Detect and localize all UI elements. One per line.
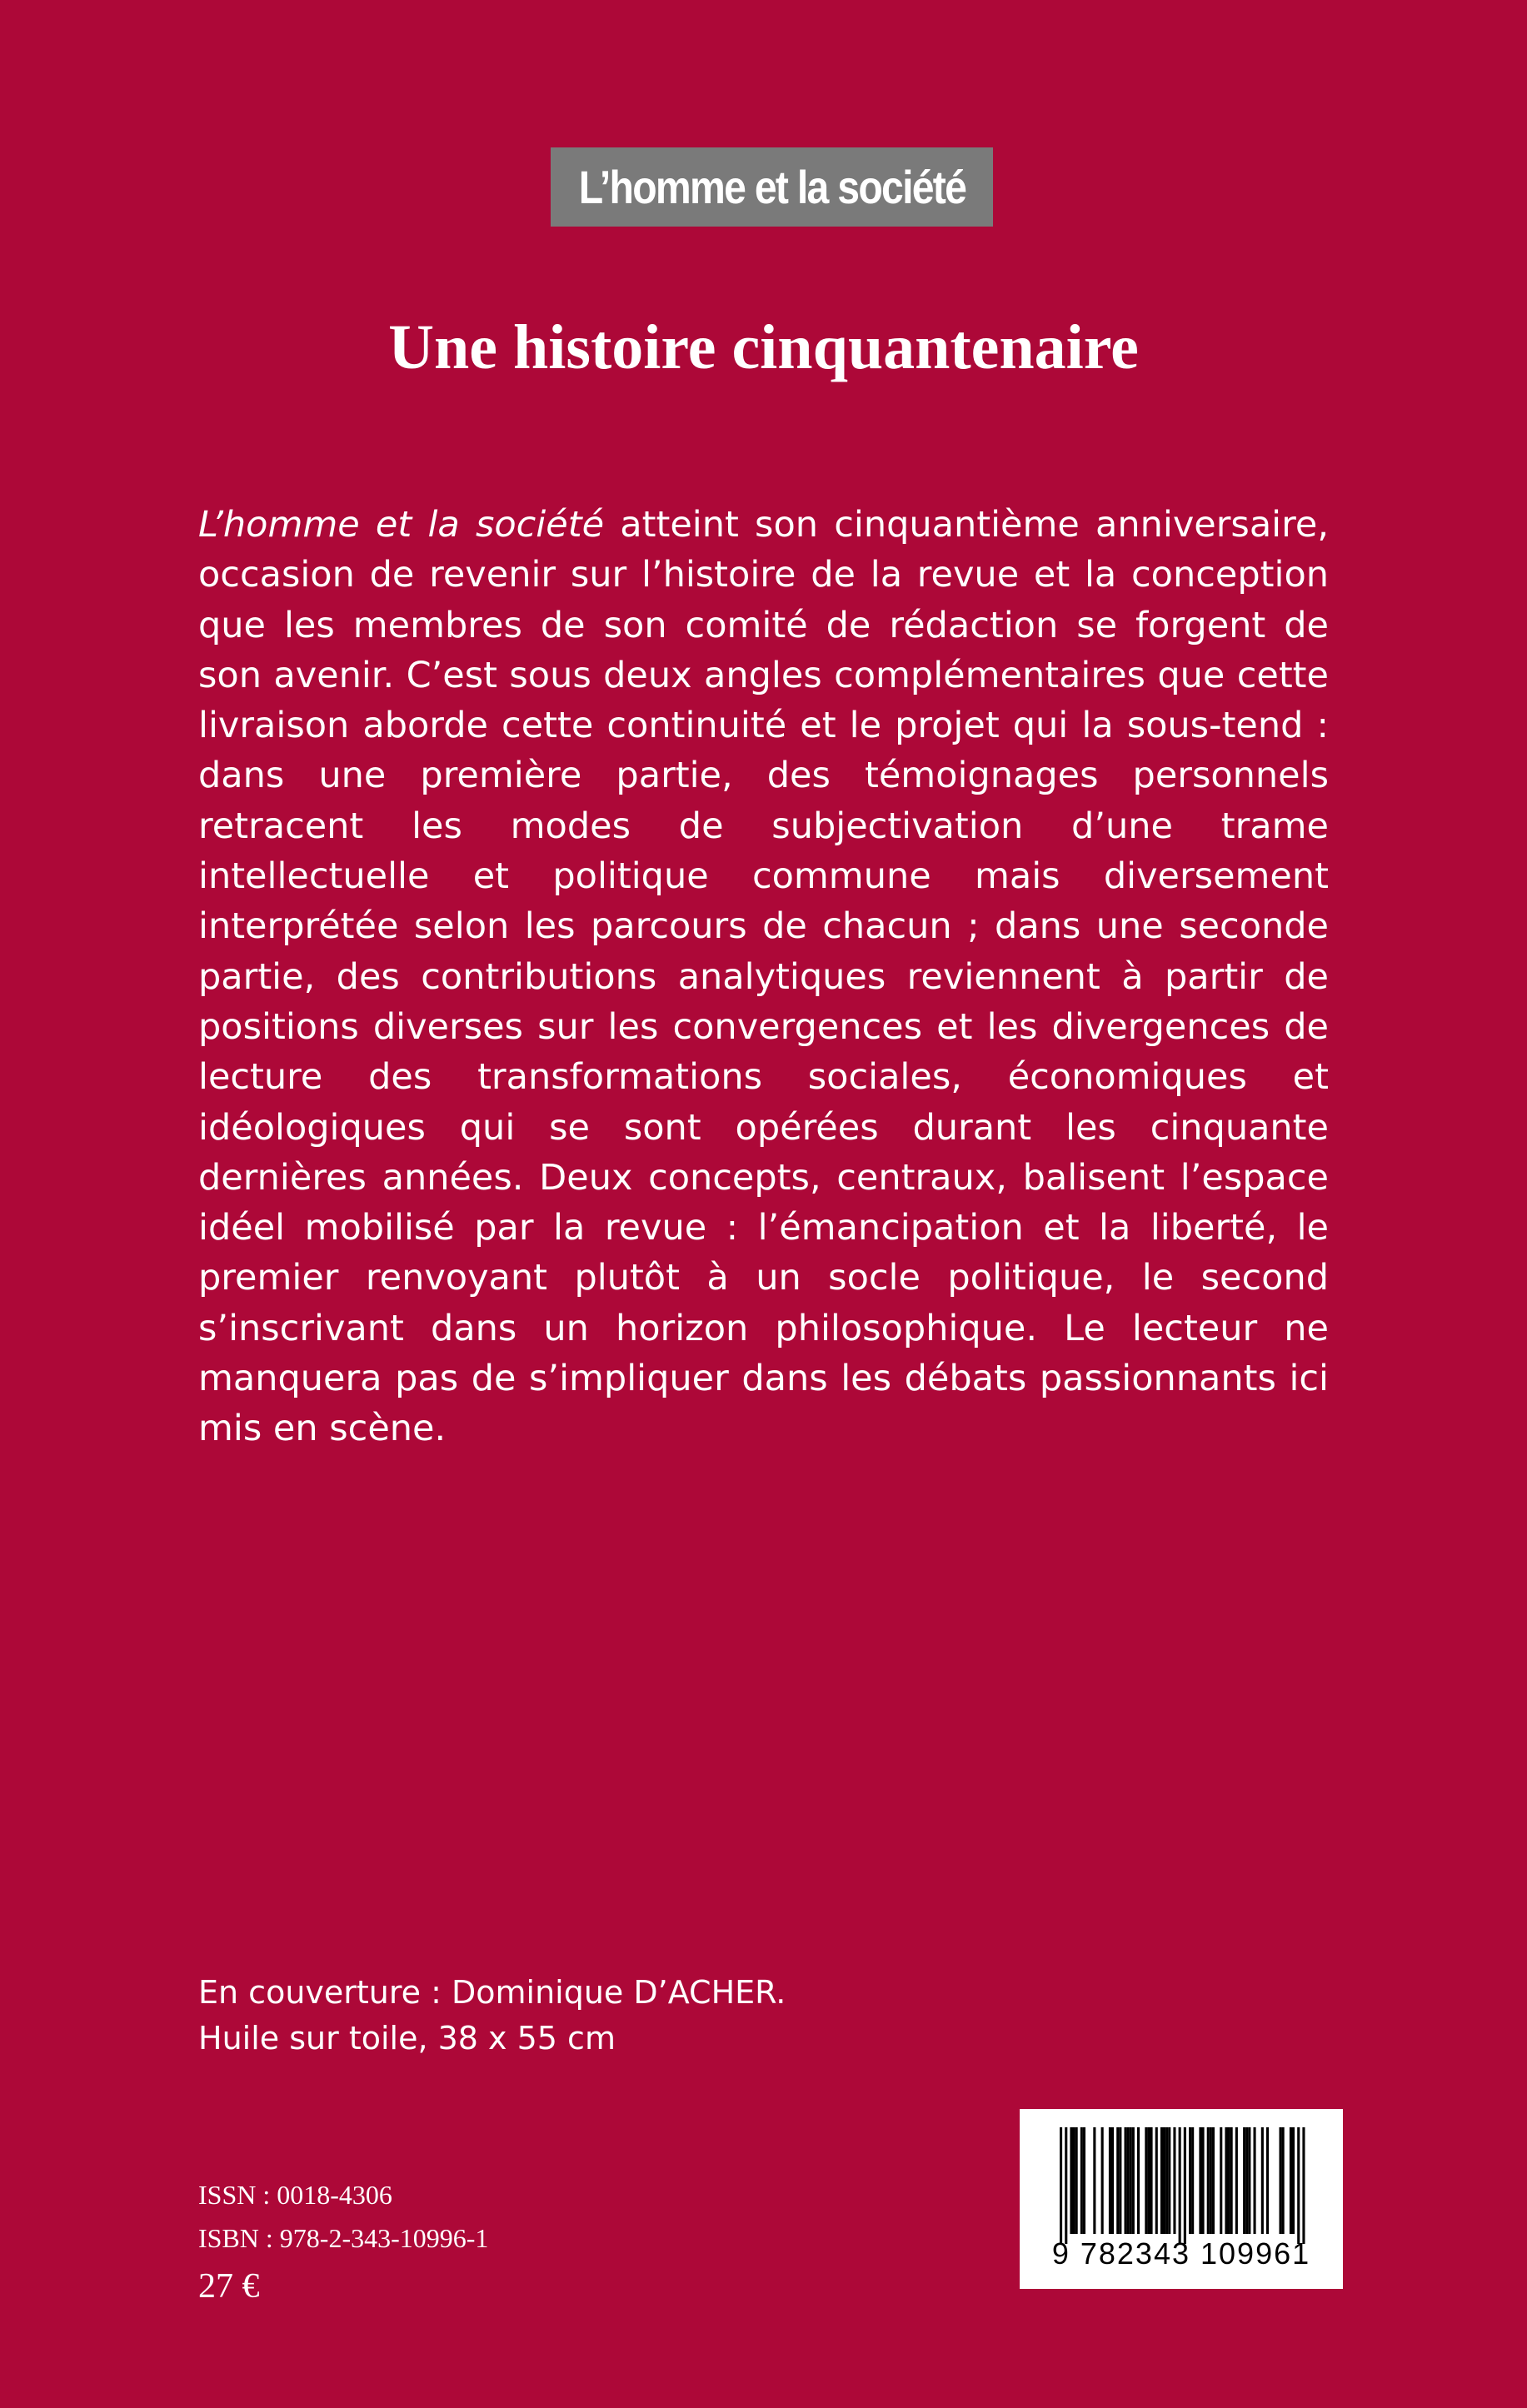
barcode-bar <box>1083 2127 1085 2234</box>
barcode-bar <box>1245 2127 1248 2234</box>
barcode-bar <box>1125 2127 1127 2234</box>
barcode-bar <box>1070 2127 1072 2234</box>
barcode-bar <box>1132 2127 1135 2234</box>
barcode-bar <box>1199 2127 1201 2234</box>
barcode-bar <box>1101 2127 1104 2234</box>
barcode-bar <box>1073 2127 1075 2234</box>
barcode-bar <box>1189 2127 1191 2234</box>
barcode-bar <box>1235 2127 1238 2234</box>
barcode-bar <box>1248 2127 1250 2234</box>
barcode-bar <box>1207 2127 1210 2234</box>
barcode-bar <box>1155 2127 1158 2234</box>
barcode-bar <box>1075 2127 1078 2234</box>
barcode-bar <box>1292 2127 1295 2234</box>
barcode-bar <box>1228 2127 1230 2234</box>
barcode-bar <box>1109 2127 1111 2234</box>
barcode-bar <box>1163 2127 1165 2234</box>
publication-info <box>198 2173 488 2311</box>
barcode-bar <box>1093 2127 1095 2234</box>
barcode-bar <box>1210 2127 1212 2234</box>
barcode-bar <box>1225 2127 1227 2234</box>
back-cover-summary <box>198 500 1329 1454</box>
barcode-bar <box>1254 2127 1256 2234</box>
barcode-bar <box>1179 2127 1181 2244</box>
barcode-bar <box>1220 2127 1222 2234</box>
barcode-bar <box>1184 2127 1186 2244</box>
barcode-bar <box>1116 2127 1119 2234</box>
barcode-bar <box>1266 2127 1269 2234</box>
barcode-bar <box>1130 2127 1132 2234</box>
series-label-text: L’homme et la société <box>578 161 966 213</box>
barcode-bar <box>1202 2127 1205 2234</box>
barcode-bar <box>1150 2127 1153 2234</box>
barcode-bar <box>1119 2127 1121 2234</box>
barcode-bar <box>1160 2127 1163 2234</box>
summary-text: atteint son cinquantième anniversaire, occasion de revenir sur l’histoire de la revue et la conception que les membres de son comité de rédaction se forgent de son avenir. C’est sous deux angles complémentaires que cette livraison aborde cette continuité et le projet qui la sous-tend : dans une première partie, des témoignages personnels retracent les modes de subjectivation d’une trame intellectuelle et politique commune mais diversement interprétée selon les parcours de chacun ; dans une seconde partie, des contributions analytiques reviennent à partir de positions diverses sur les convergences et les divergences de lecture des transformations sociales, économiques et idéologiques qui se sont opérées durant les cinquante dernières années. Deux concepts, centraux, balisent l’espace idéel mobilisé par la revue : l’émancipation et la liberté, le premier renvoyant plutôt à un socle politique, le second s’inscrivant dans un horizon philosophique. Le lecteur ne manquera pas de s’impliquer dans les débats passionnants ici mis en scène. <box>198 504 1329 1450</box>
cover-credit-line-2: Huile sur toile, 38 x 55 cm <box>198 2020 616 2057</box>
barcode-bar <box>1290 2127 1292 2234</box>
barcode-bar <box>1191 2127 1194 2234</box>
barcode-bar <box>1137 2127 1140 2234</box>
barcode-bar <box>1065 2127 1067 2244</box>
barcode-bar <box>1145 2127 1147 2234</box>
barcode-bar <box>1280 2127 1282 2234</box>
barcode-bar <box>1297 2127 1300 2244</box>
barcode-bar <box>1080 2127 1083 2234</box>
barcode-bar <box>1261 2127 1264 2234</box>
barcode-bar <box>1243 2127 1245 2234</box>
issn: ISSN : 0018-4306 <box>198 2180 392 2210</box>
isbn: ISBN : 978-2-343-10996-1 <box>198 2223 489 2253</box>
price: 27 € <box>198 2267 260 2306</box>
barcode-bar <box>1212 2127 1215 2234</box>
barcode-digits: 9 782343 109961 <box>1051 2236 1311 2271</box>
barcode <box>1020 2109 1343 2289</box>
series-label <box>551 147 993 227</box>
barcode-bar <box>1230 2127 1233 2234</box>
barcode-bar <box>1302 2127 1305 2244</box>
barcode-bar <box>1168 2127 1170 2234</box>
barcode-bar <box>1282 2127 1285 2234</box>
barcode-bar <box>1111 2127 1114 2234</box>
cover-credit <box>198 1970 786 2062</box>
barcode-bar <box>1165 2127 1168 2234</box>
barcode-bar <box>1060 2127 1062 2244</box>
barcode-bar <box>1127 2127 1130 2234</box>
book-title: Une histoire cinquantenaire <box>388 312 1139 382</box>
barcode-bar <box>1173 2127 1175 2234</box>
barcode-bar <box>1147 2127 1150 2234</box>
summary-italic-lead: L’homme et la société <box>198 504 605 546</box>
cover-credit-line-1: En couverture : Dominique D’ACHER. <box>198 1974 786 2011</box>
